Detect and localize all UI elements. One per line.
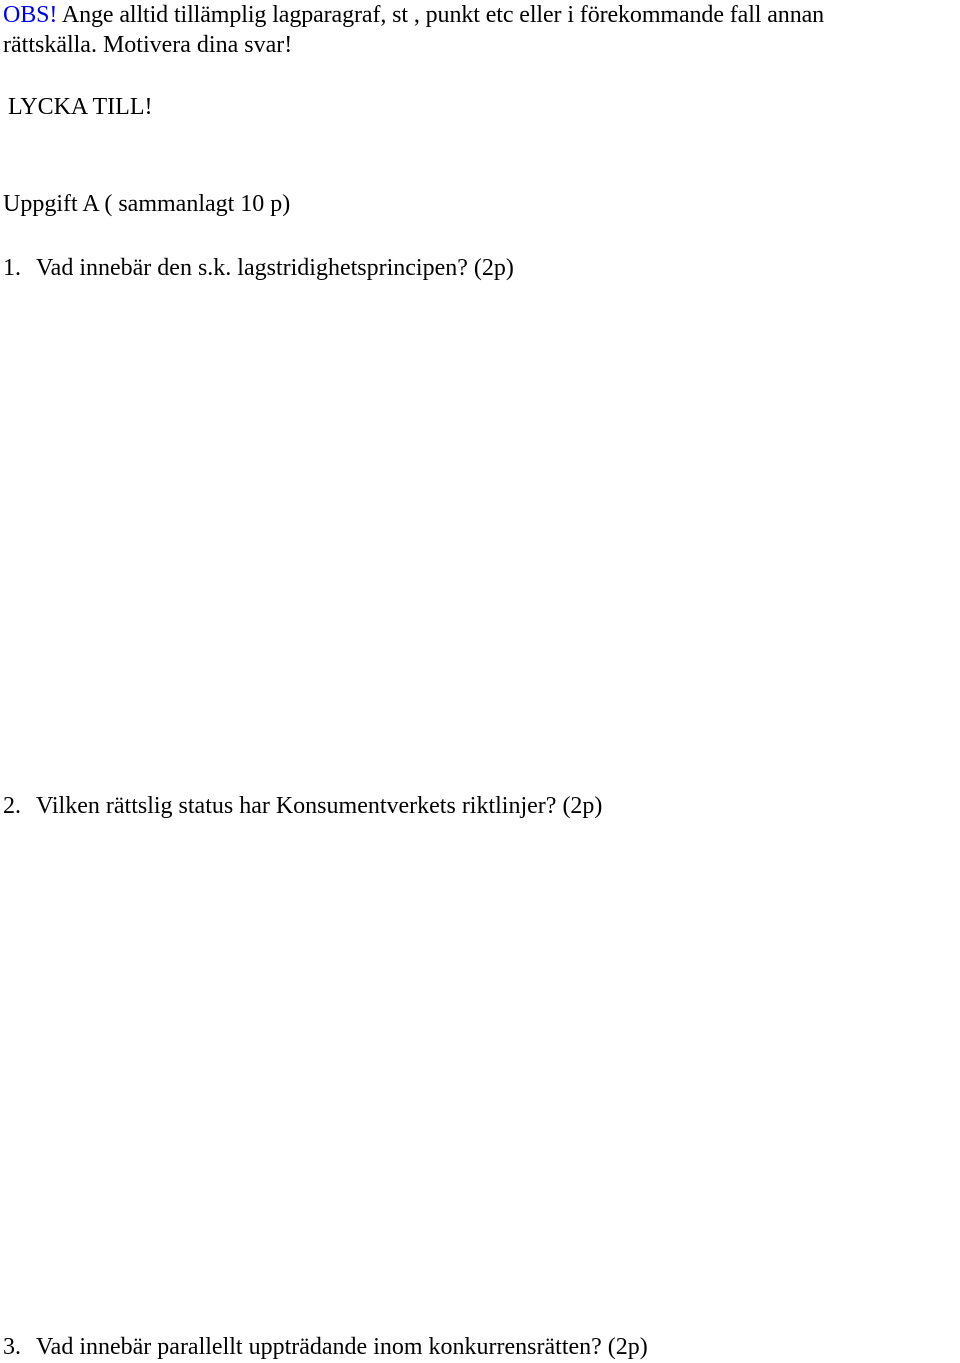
good-luck-text: LYCKA TILL! [8,94,153,120]
instruction-line-2: rättskälla. Motivera dina svar! [3,32,293,58]
instruction-text-1: Ange alltid tillämplig lagparagraf, st , punkt etc eller i förekommande fall annan [57,2,825,28]
section-heading: Uppgift A ( sammanlagt 10 p) [3,191,291,217]
question-text: Vad innebär parallellt uppträdande inom konkurrensrätten? (2p) [36,1334,648,1360]
question-number: 1. [3,255,21,281]
question-number: 2. [3,793,21,819]
question-2 [3,794,602,818]
question-1 [3,256,514,280]
question-text: Vilken rättslig status har Konsumentverkets riktlinjer? (2p) [36,793,603,819]
instruction-line-1 [3,3,824,27]
question-3 [3,1335,648,1359]
question-number: 3. [3,1334,21,1360]
obs-link[interactable]: OBS! [3,2,58,28]
question-text: Vad innebär den s.k. lagstridighetsprincipen? (2p) [36,255,514,281]
